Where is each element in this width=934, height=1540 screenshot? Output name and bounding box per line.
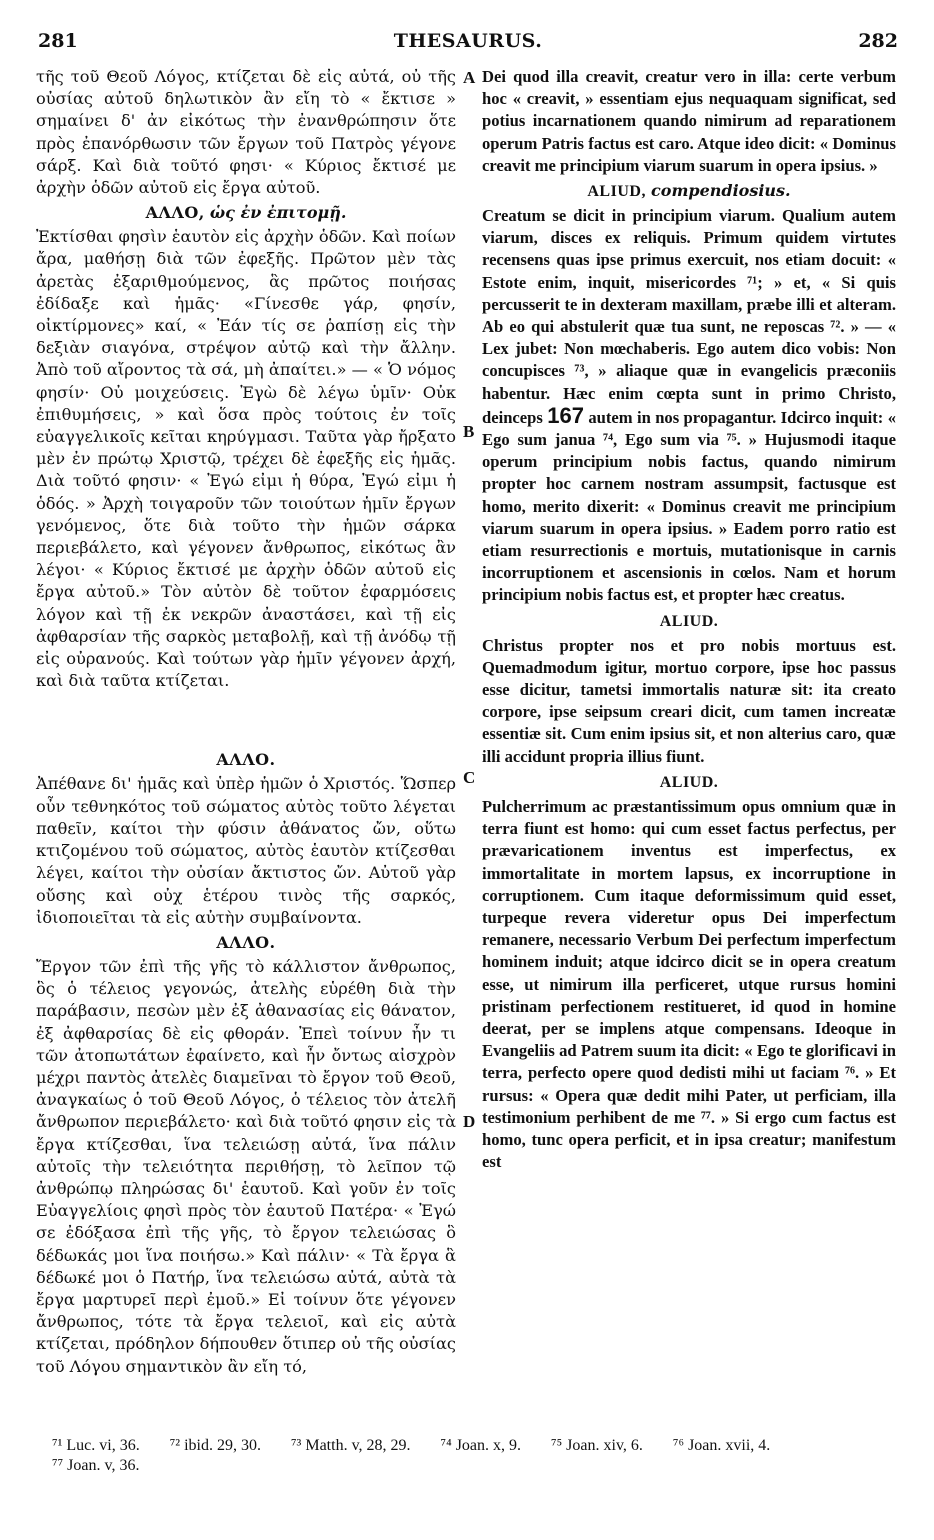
- greek-heading-1-subtitle: ὡς ἐν ἐπιτομῇ.: [209, 203, 347, 223]
- latin-paragraph-1: Dei quod illa creavit, creatur vero in illa: certe verbum hoc « creavit, » essentiam ejus nequaquam significat, sed potius incarnationem quando nimirum ad reparationem operum Patris factus est caro. Atque ideo dicit: « Dominus creavit me principium viarum suarum in opera ipsius. »: [482, 67, 896, 175]
- page-header: [38, 30, 898, 54]
- footnote-77: ⁷⁷ Joan. v, 36.: [52, 1457, 140, 1474]
- footnote-74: ⁷⁴ Joan. x, 9.: [440, 1437, 522, 1454]
- latin-heading-1-main: ALIUD,: [587, 183, 646, 201]
- latin-heading-3-main: ALIUD.: [659, 773, 719, 791]
- latin-heading-1: [482, 181, 896, 201]
- greek-heading-1: [36, 203, 456, 222]
- footnote-76: ⁷⁶ Joan. xvii, 4.: [672, 1437, 771, 1454]
- latin-paragraph-2-end: autem in nos propagantur. Idcirco inquit: « Ego sum janua ⁷⁴, Ego sum via ⁷⁵. » Hujusmodi itaque operum principium nobis factus, quando nimirum propter hoc carnem nostram assumpsit, factusque est homo, merito dixerit: « Dominus creavit me principium viarum suarum in opera ipsius. » Eadem porro ratio est etiam resurrectionis e mortuis, mutationisque in carnis incorruptionem et ascensionis in cœlos. Nam et horum principium nobis factus est, et propter hæc creatus.: [482, 407, 897, 605]
- greek-heading-3: [36, 933, 456, 952]
- latin-heading-2-main: ALIUD.: [659, 612, 719, 630]
- greek-heading-1-main: ΑΛΛΟ,: [145, 203, 205, 223]
- margin-letter-d: D: [463, 1112, 476, 1131]
- greek-paragraph-4: Ἔργον τῶν ἐπὶ τῆς γῆς τὸ κάλλιστον ἄνθρωπος, ὃς ὁ τέλειος γεγονώς, ἀτελὴς εὑρέθη διὰ τὴν παράβασιν, πεσὼν μὲν ἐξ ἀθανασίας εἰς θάνατον, ἐξ ἀφθαρσίας δὲ εἰς φθοράν. Ἐπεὶ τοίνυν ἦν τι τῶν ἀτοπωτάτων ἐφαίνετο, καὶ ἦν ὄντως αἰσχρὸν μέχρι παντὸς ἀτελὲς διαμεῖναι τὸ ἔργον τοῦ Θεοῦ, ἀναγκαίως ὁ τοῦ Θεοῦ Λόγος, ὁ τέλειος τὸν ἀτελῆ ἄνθρωπον περιεβάλετο· καὶ διὰ τοῦτό φησιν εἰς τὰ ἔργα κτίζεσθαι, ἵνα τελειώσῃ αὐτά, ἵνα πάλιν αὐτοῖς τὴν τελειότητα περιθήσῃ, τὸ λεῖπον τῷ ἀνθρώπῳ πληρώσας δι' ἑαυτοῦ. Καὶ γοῦν ἐν τοῖς Εὐαγγελίοις φησὶ πρὸς τὸν ἑαυτοῦ Πατέρα· « Ἐγώ σε ἐδόξασα ἐπὶ τῆς γῆς, τὸ ἔργον τελειώσας ὃ δέδωκάς μοι ἵνα ποιήσω.» Καὶ πάλιν· « Τὰ ἔργα ἃ δέδωκέ μοι ὁ Πατήρ, ἵνα τελειώσω αὐτά, αὐτὰ τὰ ἔργα μαρτυρεῖ περὶ ἐμοῦ.» Εἰ τοίνυν ὅτε γέγονεν ἄνθρωπος, τότε τὰ ἔργα τελειοῖ, καὶ εἰς αὐτὰ κτίζεται, πρόδηλον δήπουθεν ὅτιπερ οὐ τῆς οὐσίας τοῦ Λόγου σημαντικὸν ἂν εἴη τό,: [36, 956, 456, 1376]
- greek-heading-2-main: ΑΛΛΟ.: [216, 750, 276, 770]
- latin-paragraph-3: Christus propter nos et pro nobis mortuus est. Quemadmodum igitur, mortuo corpore, ipse hoc passus esse dicitur, tametsi immortalis naturæ sit: ita creato corpore, ipse seipsum creari dicit, cum tamen increatæ essentiæ sit. Cum enim ipsius sit, et non alterius caro, quæ illi accidunt propria illius fiunt.: [482, 635, 896, 766]
- footnote-71: ⁷¹ Luc. vi, 36.: [52, 1437, 140, 1454]
- greek-paragraph-3: Ἀπέθανε δι' ἡμᾶς καὶ ὑπὲρ ἡμῶν ὁ Χριστός. Ὥσπερ οὖν τεθνηκότος τοῦ σώματος αὐτὸς τοῦτο λέγεται παθεῖν, καίτοι τὴν φύσιν ἀθάνατος ὤν, οὕτω κτιζομένου τοῦ σώματος, αὐτὸς ἑαυτὸν κτίζεσθαι λέγει, καίτοι τὴν οὐσίαν ἄκτιστος ὤν. Αὐτοῦ γὰρ οὔσης καὶ οὐχ ἑτέρου τινὸς τῆς σαρκός, ἰδιοποιεῖται τὰ εἰς αὐτὴν συμβαίνοντα.: [36, 774, 456, 927]
- greek-heading-2: [36, 750, 456, 769]
- footnote-75: ⁷⁵ Joan. xiv, 6.: [551, 1437, 643, 1454]
- greek-column: [36, 66, 456, 1378]
- margin-letter-b: B: [463, 422, 475, 441]
- page-number-left: 281: [38, 30, 78, 52]
- page-number-right: 282: [858, 30, 898, 52]
- latin-paragraph-2: [482, 205, 896, 607]
- footnotes: [52, 1436, 898, 1476]
- latin-heading-2: [482, 611, 896, 631]
- latin-heading-1-subtitle: compendiosius.: [651, 181, 791, 201]
- footnote-72: ⁷² ibid. 29, 30.: [169, 1437, 261, 1454]
- latin-paragraph-2-start: Creatum se dicit in principium viarum. Qualium autem viarum, disces ex reliquis. Primum quidem virtutes recensens quas ipse primus exercuit, nos etiam docuit: « Estote enim, inquit, misericordes ⁷¹; » et, « Si quis percusserit te in dexteram maxillam, præbe illi et alteram. Ab eo qui abstulerit quæ tua sunt, ne reposcas ⁷². » — « Lex jubet: Non mœchaberis. Ego autem dico vobis: Non concupisces ⁷³, » aliaque quæ in evangelicis præconiis habentur. Hæc enim cœpta sunt in primo Christo, deinceps: [482, 206, 896, 427]
- greek-paragraph-2: Ἐκτίσθαι φησὶν ἑαυτὸν εἰς ἀρχὴν ὁδῶν. Καὶ ποίων ἄρα, μαθήσῃ διὰ τῶν ἐφεξῆς. Πρῶτον μὲν τὰς ἀρετὰς ἐξαριθμούμενος, ἃς πρῶτος ποιήσας ἐδίδαξε καὶ ἡμᾶς· «Γίνεσθε γάρ, φησίν, οἰκτίρμονες» καί, « Ἐάν τίς σε ῥαπίσῃ εἰς τὴν δεξιὰν σιαγόνα, στρέψον αὐτῷ καὶ τὴν ἄλλην. Ἀπὸ τοῦ αἴροντος τὰ σά, μὴ ἀπαίτει.» — « Ὁ νόμος φησίν· Οὐ μοιχεύσεις. Ἐγὼ δὲ λέγω ὑμῖν· Οὐκ ἐπιθυμήσεις, » καὶ ὅσα πρὸς τούτοις ἐν τοῖς εὐαγγελικοῖς κεῖται κηρύγμασι. Ταῦτα γὰρ ἤρξατο μὲν ἐν πρώτῳ Χριστῷ, τρέχει δὲ ἐφεξῆς εἰς ἡμᾶς. Διὰ τοῦτό φησιν· « Ἐγώ εἰμι ἡ θύρα, Ἐγώ εἰμι ἡ ὁδός. » Ἀρχὴ τοιγαροῦν τῶν τοιούτων ἡμῖν ἔργων γενόμενος, ὅτε διὰ τοῦτο τὴν ἡμῶν σάρκα περιεβάλετο, καὶ γέγονεν ἄνθρωπος, εἰκότως ἂν λέγοι· « Κύριος ἔκτισέ με ἀρχὴν ὁδῶν αὐτοῦ εἰς ἔργα αὐτοῦ.» Τὸν αὐτὸν δὲ τοῦτον ἐφαρμόσεις λόγον καὶ τῇ ἐκ νεκρῶν ἀναστάσει, καὶ τῇ εἰς ἀφθαρσίαν τῆς σαρκὸς μεταβολῇ, καὶ τῇ ἀνόδῳ τῇ εἰς οὐρανούς. Καὶ τούτων γὰρ ἡμῖν γέγονεν ἀρχή, καὶ διὰ ταῦτα κτίζεται.: [36, 227, 457, 691]
- greek-paragraph-1: τῆς τοῦ Θεοῦ Λόγος, κτίζεται δὲ εἰς αὐτά, οὐ τῆς οὐσίας αὐτοῦ δηλωτικὸν ἂν εἴη τὸ « ἔκτισε » σημαίνει δ' ἀν εἰκότως τὴν ἐνανθρώπησιν ὅτε πρὸς ἐπανόρθωσιν τῶν ἔργων τοῦ Πατρὸς γέγονε σάρξ. Καὶ διὰ τοῦτό φησι· « Κύριος ἔκτισέ με ἀρχὴν ὁδῶν αὐτοῦ εἰς ἔργα αὐτοῦ.: [36, 67, 456, 198]
- latin-heading-3: [482, 772, 896, 792]
- running-title: THESAURUS.: [393, 30, 543, 52]
- greek-heading-3-main: ΑΛΛΟ.: [216, 932, 276, 952]
- column-number: 167: [547, 402, 584, 428]
- margin-letter-a: A: [463, 68, 476, 87]
- margin-letter-c: C: [463, 768, 476, 787]
- latin-paragraph-4: Pulcherrimum ac præstantissimum opus omnium quæ in terra fiunt est homo: qui cum esset factus perfectus, per prævaricationem inventus est imperfectus, ex immortalitate in mortem lapsus, ex incorruptione in corruptionem. Cum itaque deformissimum quid esset, turpeque revera videretur opus Dei imperfectum remanere, necessario Verbum Dei perfectum imperfectum hominem induit; atque idcirco dicit se in opera creatum esse, ut nimirum illa perficeret, utque rursus homini pristinam perfectionem restitueret, id quod in homine deerat, per se implens atque compensans. Ideoque in Evangeliis ad Patrem suum ita dicit: « Ego te glorificavi in terra, perfecto opere quod dedisti mihi ut faciam ⁷⁶. » Et rursus: « Opera quæ dedit mihi Pater, ut perficiam, illa testimonium perhibent de me ⁷⁷. » Si ergo cum factus est homo, tunc opera perficit, et in ipsa creatur; manifestum est: [482, 796, 896, 1172]
- latin-column: [482, 66, 896, 1173]
- footnote-73: ⁷³ Matth. v, 28, 29.: [290, 1437, 411, 1454]
